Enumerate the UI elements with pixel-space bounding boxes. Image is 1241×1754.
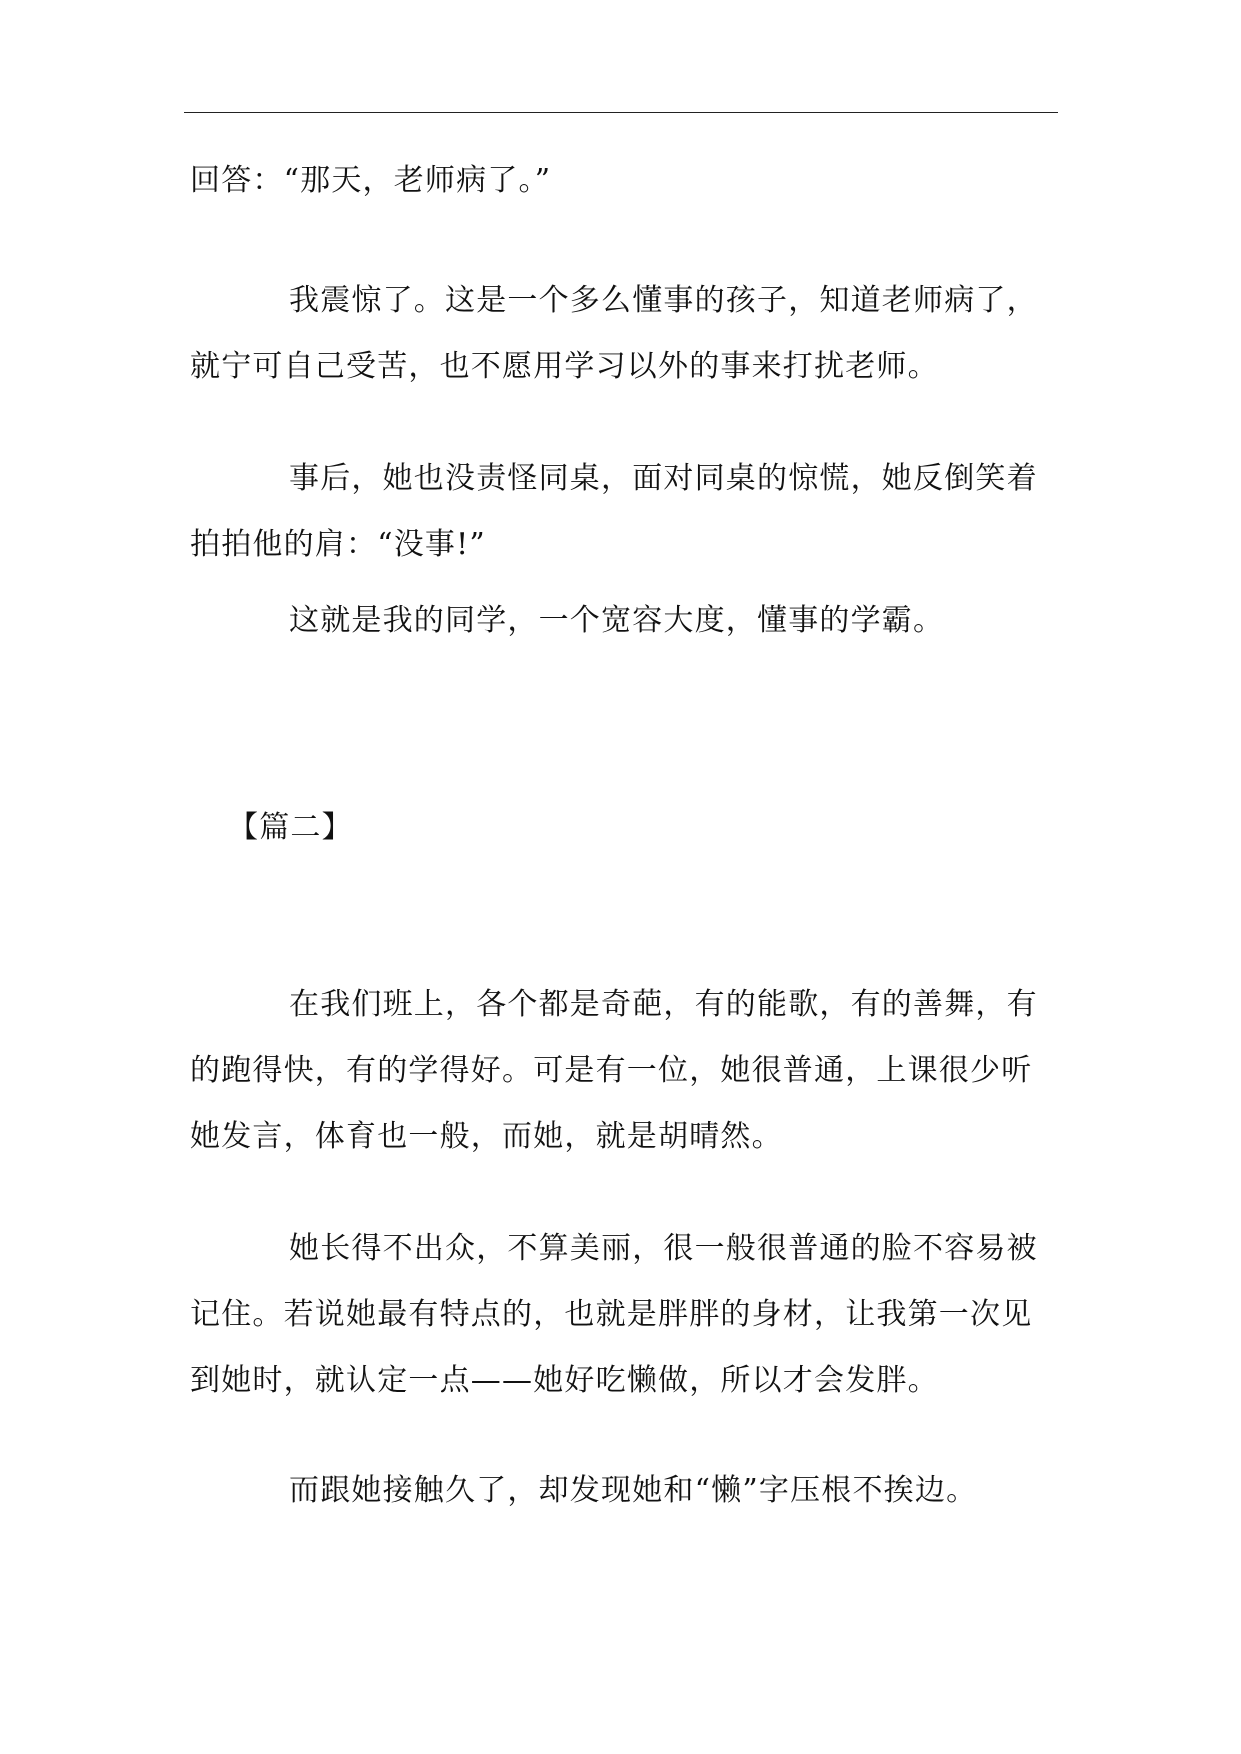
paragraph-classmate: 这就是我的同学，一个宽容大度，懂事的学霸。 xyxy=(289,603,945,638)
paragraph-afterwards: 事后，她也没责怪同桌，面对同桌的惊慌，她反倒笑着拍拍他的肩：“没事!” xyxy=(190,461,1038,562)
paragraph-answer: 回答：“那天，老师病了。” xyxy=(190,163,552,198)
paragraph-class-intro: 在我们班上，各个都是奇葩，有的能歌，有的善舞，有的跑得快，有的学得好。可是有一位，她很普通，上课很少听她发言，体育也一般，而她，就是胡晴然。 xyxy=(190,987,1038,1154)
paragraph-not-lazy: 而跟她接触久了，却发现她和“懒”字压根不挨边。 xyxy=(289,1473,978,1508)
section-heading: 【篇二】 xyxy=(228,810,353,845)
paragraph-shocked: 我震惊了。这是一个多么懂事的孩子，知道老师病了，就宁可自己受苦，也不愿用学习以外的事来打扰老师。 xyxy=(190,283,1038,384)
header-rule xyxy=(184,112,1058,113)
paragraph-appearance: 她长得不出众，不算美丽，很一般很普通的脸不容易被记住。若说她最有特点的，也就是胖胖的身材，让我第一次见到她时，就认定一点——她好吃懒做，所以才会发胖。 xyxy=(190,1231,1038,1398)
